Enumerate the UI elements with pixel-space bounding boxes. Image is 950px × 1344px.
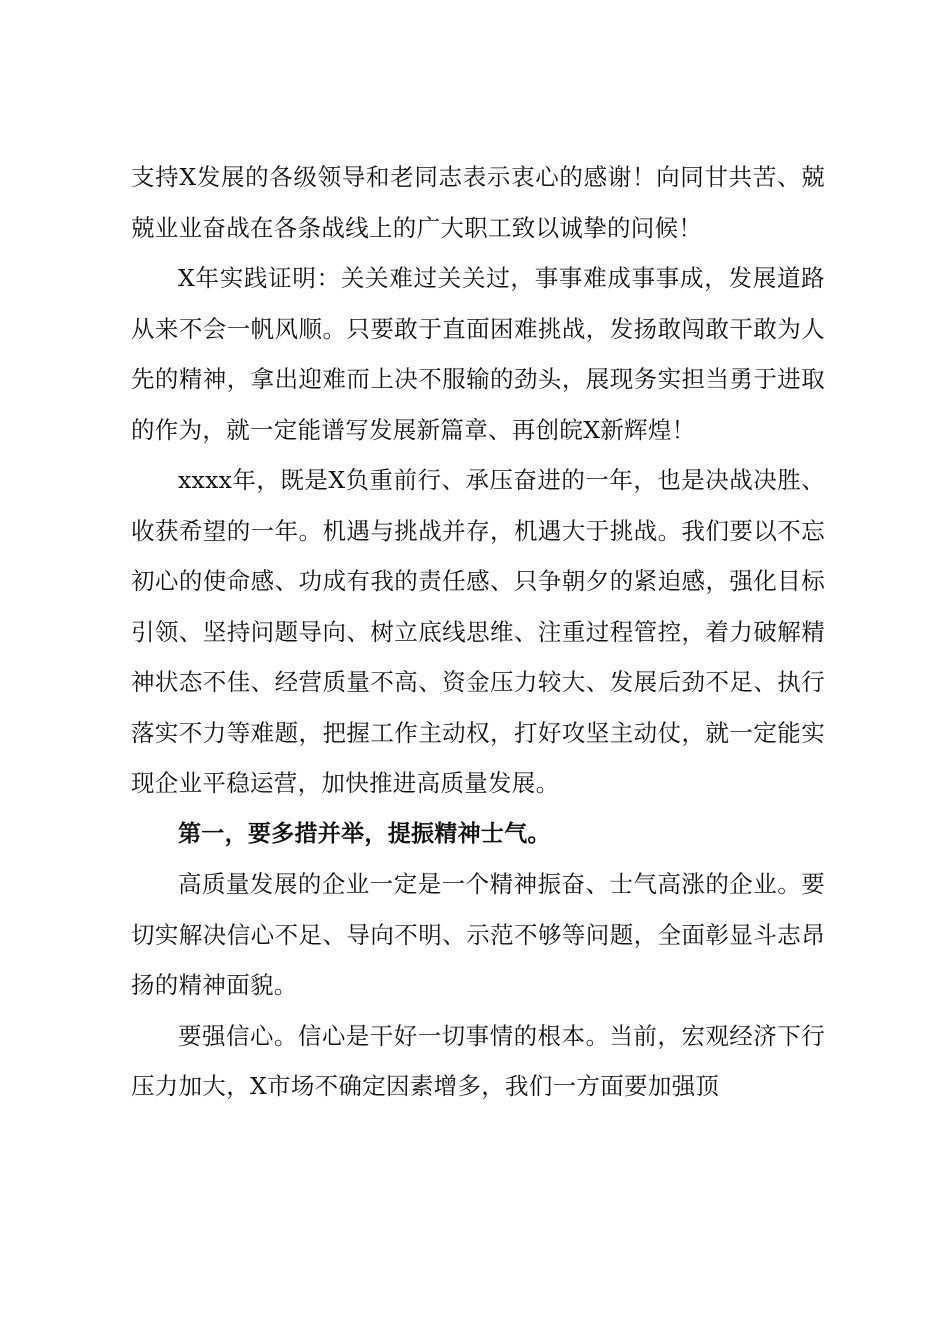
paragraph-5-lead: 要强信心。 (178, 1021, 298, 1050)
paragraph-5 (131, 1011, 825, 1112)
paragraph-5-text: 信心是干好一切事情的根本。当前，宏观经济下行压力加大，X市场不确定因素增多，我们一方面要加强顶 (131, 1021, 826, 1100)
paragraph-1: 支持X发展的各级领导和老同志表示衷心的感谢！向同甘共苦、兢兢业业奋战在各条战线上的广大职工致以诚挚的问候！ (131, 163, 825, 242)
paragraph-4: 高质量发展的企业一定是一个精神振奋、士气高涨的企业。要切实解决信心不足、导向不明、示范不够等问题，全面彰显斗志昂扬的精神面貌。 (131, 870, 825, 999)
section-heading-1: 第一，要多措并举，提振精神士气。 (178, 820, 551, 847)
document-body (131, 152, 825, 1112)
paragraph-2: X年实践证明：关关难过关关过，事事难成事事成，发展道路从来不会一帆风顺。只要敢于直面困难挑战，发扬敢闯敢干敢为人先的精神，拿出迎难而上决不服输的劲头，展现务实担当勇于进取的作为，就一定能谱写发展新篇章、再创皖X新辉煌！ (131, 264, 825, 444)
paragraph-3: xxxx年，既是X负重前行、承压奋进的一年，也是决战决胜、收获希望的一年。机遇与挑战并存，机遇大于挑战。我们要以不忘初心的使命感、功成有我的责任感、只争朝夕的紧迫感，强化目标引领、坚持问题导向、树立底线思维、注重过程管控，着力破解精神状态不佳、经营质量不高、资金压力较大、发展后劲不足、执行落实不力等难题，把握工作主动权，打好攻坚主动仗，就一定能实现企业平稳运营，加快推进高质量发展。 (131, 466, 825, 797)
